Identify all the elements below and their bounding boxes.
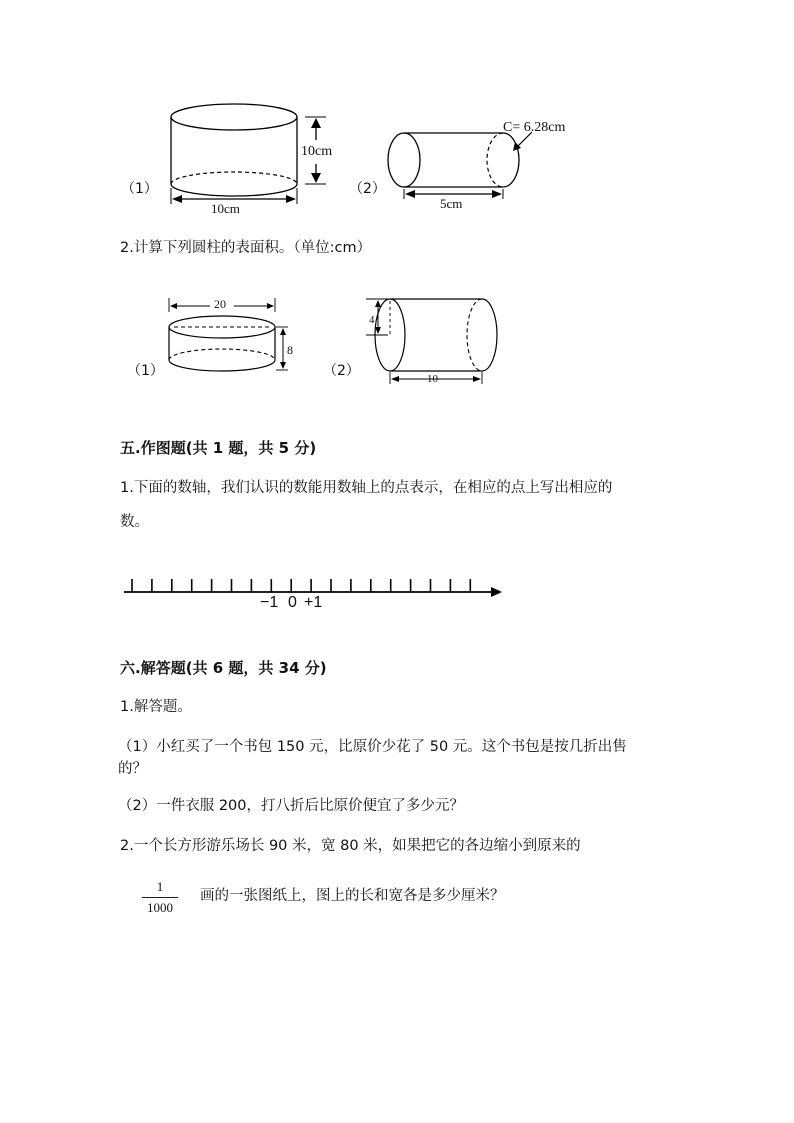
fig-b-label-2: （2） <box>323 363 360 379</box>
cylinder-b2-radius-label: 4 <box>369 314 375 326</box>
cylinder-1-height-label: 10cm <box>301 144 333 159</box>
number-line-arrow-icon <box>491 587 502 597</box>
section-6-question-2-line-2: 画的一张图纸上，图上的长和宽各是多少厘米？ <box>200 888 505 904</box>
cylinder-1-diameter-label: 10cm <box>211 201 240 216</box>
fig-b-label-1: （1） <box>127 363 164 379</box>
axis-label-plus-one: +1 <box>304 594 323 611</box>
cylinder-b2-length-label: 10 <box>427 373 438 385</box>
section-6-question-1-part-1-line-1: （1）小红买了一个书包 150 元，比原价少花了 50 元。这个书包是按几折出售 <box>118 739 627 755</box>
fraction-denominator: 1000 <box>147 900 173 915</box>
fraction-numerator: 1 <box>156 879 164 894</box>
section-5-question-1-line-1: 1.下面的数轴，我们认识的数能用数轴上的点表示，在相应的点上写出相应的 <box>120 480 613 496</box>
section-6-question-1-title: 1.解答题。 <box>120 699 192 715</box>
cylinder-b1-height-label: 8 <box>287 343 293 357</box>
cylinder-b1-diameter-label: 20 <box>214 297 226 311</box>
fig-a-label-2: （2） <box>349 181 386 197</box>
section-6-question-1-part-1-line-2: 的？ <box>118 761 147 777</box>
section-5-heading: 五.作图题(共 1 题，共 5 分) <box>120 439 317 457</box>
axis-label-zero: 0 <box>288 594 297 611</box>
fig-a-label-1: （1） <box>121 181 158 197</box>
fraction-one-thousandth <box>142 879 178 916</box>
number-line-ticks <box>132 579 470 592</box>
section-6-heading: 六.解答题(共 6 题，共 34 分) <box>120 659 327 677</box>
cylinder-2-circumference-label: C= 6.28cm <box>503 120 566 135</box>
question-2-surface-area: 2.计算下列圆柱的表面积。（单位:cm） <box>120 240 372 256</box>
cylinder-upright-figure-b <box>160 292 300 392</box>
cylinder-upright-figure <box>160 100 370 220</box>
section-5-question-1-line-2: 数。 <box>120 514 149 530</box>
section-6-question-2-line-1: 2.一个长方形游乐场长 90 米，宽 80 米，如果把它的各边缩小到原来的 <box>120 838 581 854</box>
cylinder-2-length-label: 5cm <box>440 196 463 211</box>
axis-label-minus-one: −1 <box>260 594 279 611</box>
section-6-question-1-part-2: （2）一件衣服 200，打八折后比原价便宜了多少元？ <box>118 798 465 814</box>
